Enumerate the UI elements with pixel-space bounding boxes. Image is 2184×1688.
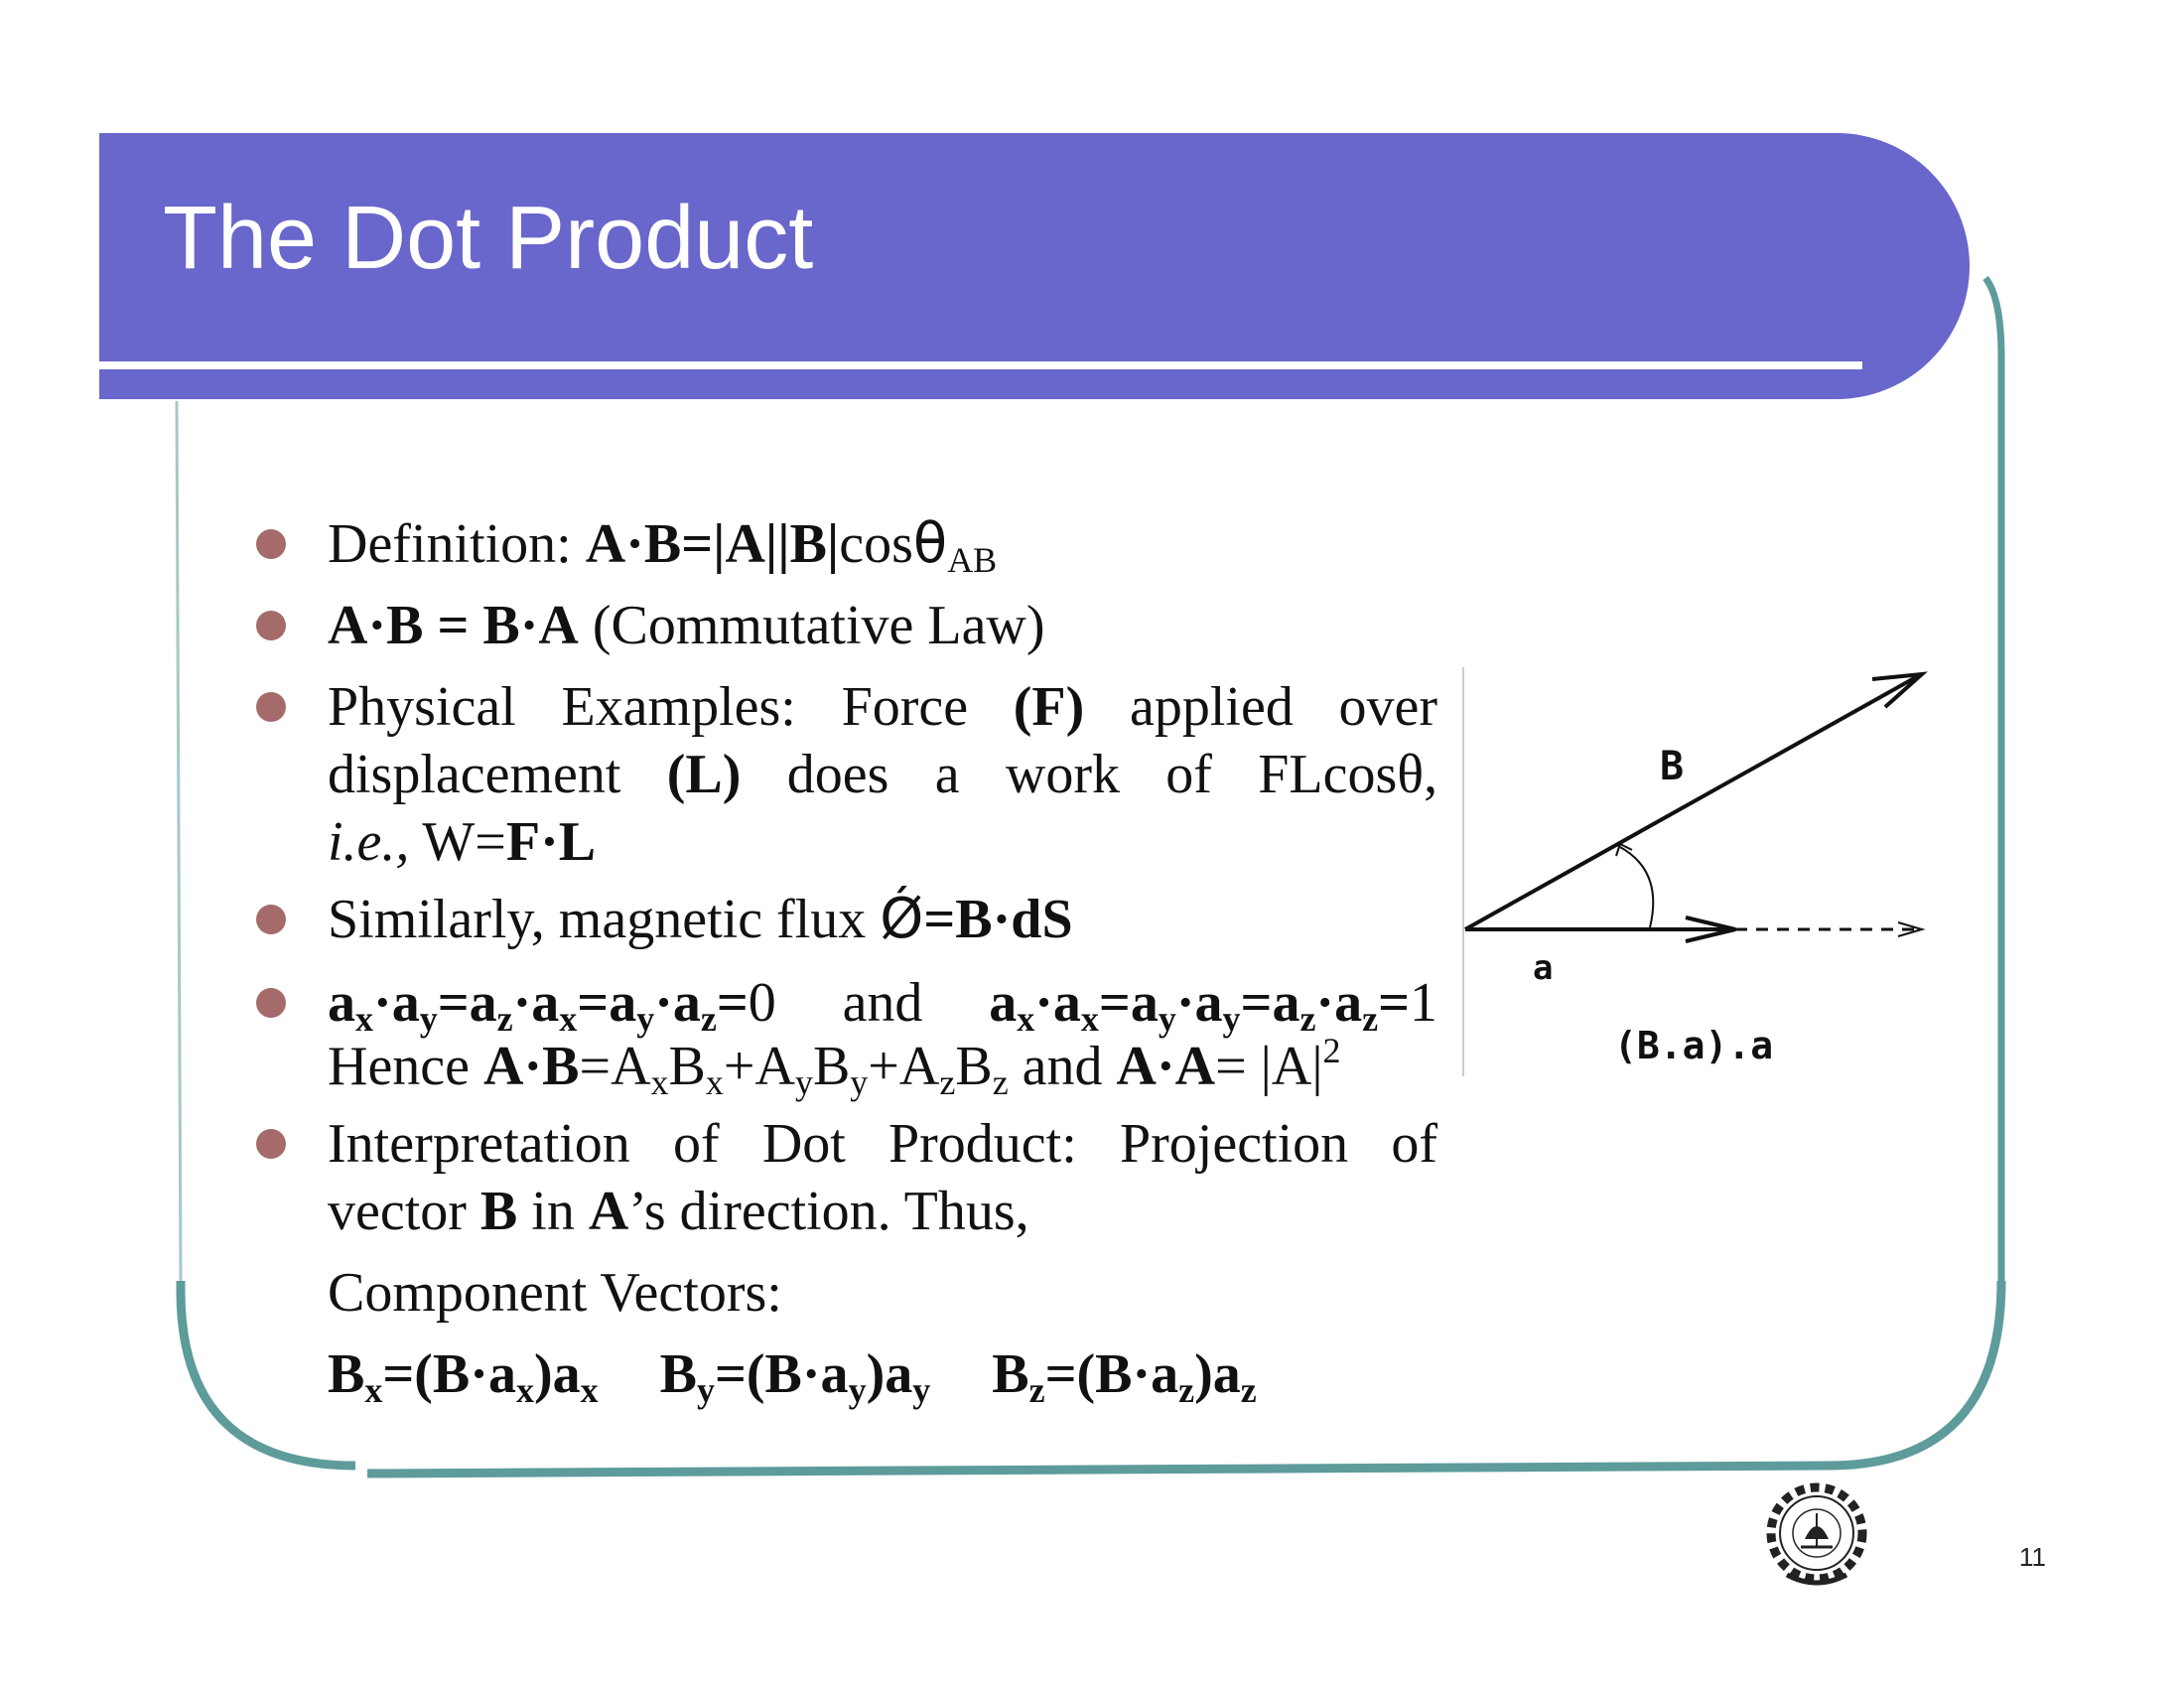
phi-symbol: Ǿ (880, 887, 924, 951)
flux-expr: B·d (955, 889, 1042, 950)
component-bx: $B_x=(B\cdot a_x)a_x$ (328, 1343, 599, 1410)
word: a (934, 744, 960, 805)
word: over (1338, 676, 1438, 738)
definition-label: Definition: (328, 513, 586, 575)
hence-lhs: A·B (483, 1036, 580, 1097)
magnitude-squared: = |A| (1215, 1036, 1323, 1097)
normalized-expr: $a_x\cdot a_x=a_y\cdot a_y=a_z\cdot a_z=1$ (989, 972, 1438, 1039)
magnitude-a: |A| (713, 513, 778, 575)
word: applied (1130, 676, 1294, 738)
component-bz: $B_z=(B\cdot a_z)a_z$ (992, 1343, 1257, 1410)
hence-word: Hence (328, 1036, 484, 1097)
component-by: $B_y=(B\cdot a_y)a_y$ (659, 1343, 931, 1410)
word: Dot (761, 1113, 846, 1175)
slide-title: The Dot Product (163, 189, 814, 288)
work-eq: W= (409, 811, 506, 873)
and-word: and (842, 972, 923, 1034)
word: Product: (888, 1113, 1077, 1175)
flux-text: Similarly, magnetic flux (328, 889, 881, 950)
vector-b-label: B (1660, 744, 1685, 789)
hence-rhs: $=A_xB_x+A_yB_y+A_zB_z$ (579, 1036, 1009, 1102)
ie-text: i.e., (328, 811, 410, 873)
angle-arc (1618, 846, 1653, 927)
word: Examples: (561, 676, 796, 738)
dot-product-expr: A·B= (585, 513, 714, 575)
cos-text: cos (839, 513, 913, 575)
flux-s: S (1041, 889, 1073, 950)
word: Physical (328, 676, 516, 738)
commutative-expr: A·B = B·A (328, 595, 579, 656)
orthogonal-expr: $a_x\cdot a_y=a_z\cdot a_x=a_y\cdot a_z=0$ (328, 972, 776, 1039)
word: does (786, 744, 889, 805)
word-force-symbol: (F) (1013, 676, 1085, 738)
magnitude-b: |B| (777, 513, 840, 575)
vector-b-arrowhead (1872, 674, 1922, 707)
unit-vector-a-label: a (1533, 948, 1554, 988)
word: of (1391, 1113, 1438, 1175)
square-exponent: 2 (1322, 1031, 1341, 1070)
and-word: and (1008, 1036, 1117, 1097)
theta-subscript: AB (947, 540, 998, 580)
word-displacement-symbol: (L) (666, 744, 742, 805)
word: Force (841, 676, 969, 738)
bullet-interpretation-line2: vector B in A’s direction. Thus, (328, 1181, 1029, 1242)
word: of (672, 1113, 720, 1175)
commutative-note: (Commutative Law) (578, 595, 1045, 656)
projection-caption: (B.a).a (1614, 1024, 1774, 1067)
component-vectors-heading: Component Vectors: (328, 1262, 782, 1324)
word: Interpretation (328, 1113, 630, 1175)
word: FLcosθ, (1258, 744, 1438, 805)
word: displacement (328, 744, 621, 805)
vector-b-line (1465, 677, 1916, 929)
institute-logo-icon (1757, 1477, 1876, 1597)
self-dot-expr: A·A (1116, 1036, 1216, 1097)
word: Projection (1119, 1113, 1349, 1175)
theta-symbol: θ (912, 511, 948, 576)
work-expr: F·L (505, 811, 597, 873)
page-number: 11 (2019, 1542, 2046, 1572)
word: of (1165, 744, 1212, 805)
word: work (1005, 744, 1120, 805)
flux-eq: = (923, 889, 956, 950)
